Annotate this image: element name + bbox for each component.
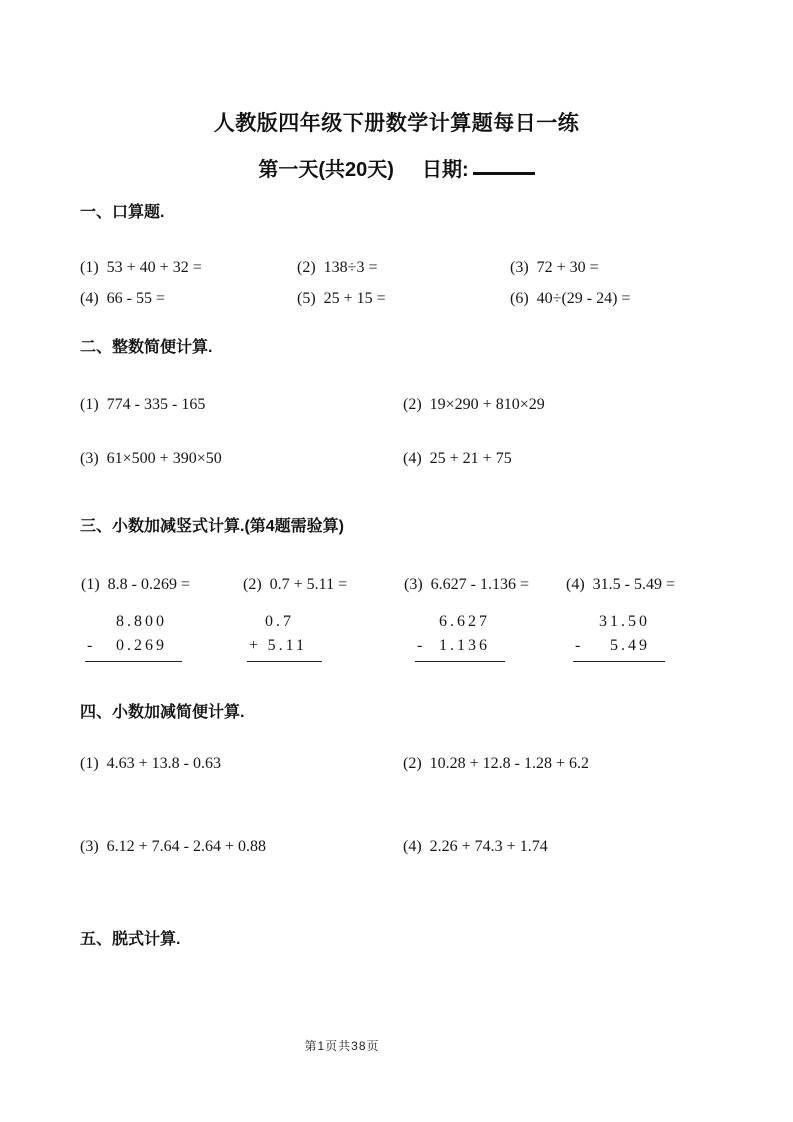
section-3-heading: 三、小数加减竖式计算.(第4题需验算) — [80, 518, 345, 535]
vc3-top-number: 6.627 — [439, 613, 490, 630]
minus-operator: - — [87, 637, 93, 654]
problem-4-2: (2) 10.28 + 12.8 - 1.28 + 6.2 — [403, 755, 590, 772]
section-5-heading: 五、脱式计算. — [80, 931, 181, 948]
problem-3-3: (3) 6.627 - 1.136 = — [404, 576, 530, 593]
problem-2-2: (2) 19×290 + 810×29 — [403, 396, 545, 413]
problem-3-4: (4) 31.5 - 5.49 = — [566, 576, 676, 593]
minus-operator: - — [417, 637, 423, 654]
vertical-calculation-3 — [415, 610, 505, 662]
vc2-bottom-row: + 5.11 — [247, 634, 322, 662]
problem-1-2: (2) 138÷3 = — [297, 259, 378, 276]
vc1-top-number: 8.800 — [116, 613, 167, 630]
section-2-heading: 二、整数简便计算. — [80, 339, 213, 356]
problem-1-6: (6) 40÷(29 - 24) = — [510, 290, 631, 307]
problem-4-3: (3) 6.12 + 7.64 - 2.64 + 0.88 — [80, 838, 267, 855]
problem-1-3: (3) 72 + 30 = — [510, 259, 599, 276]
problem-3-1: (1) 8.8 - 0.269 = — [81, 576, 191, 593]
date-blank-line — [473, 170, 535, 175]
problem-1-5: (5) 25 + 15 = — [297, 290, 386, 307]
problem-4-4: (4) 2.26 + 74.3 + 1.74 — [403, 838, 548, 855]
problem-2-3: (3) 61×500 + 390×50 — [80, 450, 222, 467]
problem-2-4: (4) 25 + 21 + 75 — [403, 450, 512, 467]
vc3-bottom-row: - 1.136 — [415, 634, 505, 662]
vc4-top-number: 31.50 — [599, 613, 650, 630]
vc1-bottom-row: - 0.269 — [85, 634, 182, 662]
vertical-calculation-4 — [573, 610, 665, 662]
problem-1-1: (1) 53 + 40 + 32 = — [80, 259, 202, 276]
section-4-heading: 四、小数加减简便计算. — [80, 704, 245, 721]
date-label: 日期: — [421, 159, 469, 181]
problem-4-1: (1) 4.63 + 13.8 - 0.63 — [80, 755, 222, 772]
page-title: 人教版四年级下册数学计算题每日一练 — [213, 112, 580, 135]
problem-3-2: (2) 0.7 + 5.11 = — [243, 576, 348, 593]
vc2-top-number: 0.7 — [265, 613, 294, 630]
minus-operator: - — [575, 637, 581, 654]
problem-1-4: (4) 66 - 55 = — [80, 290, 166, 307]
section-1-heading: 一、口算题. — [80, 204, 165, 221]
page-number: 第1页共38页 — [304, 1039, 380, 1053]
page-subtitle — [0, 153, 793, 182]
vc4-bottom-row: - 5.49 — [573, 634, 665, 662]
vertical-calculation-1 — [85, 610, 182, 662]
day-label: 第一天(共20天) — [258, 159, 394, 181]
vertical-calculation-2 — [247, 610, 322, 662]
plus-operator: + — [249, 637, 259, 654]
problem-2-1: (1) 774 - 335 - 165 — [80, 396, 206, 413]
